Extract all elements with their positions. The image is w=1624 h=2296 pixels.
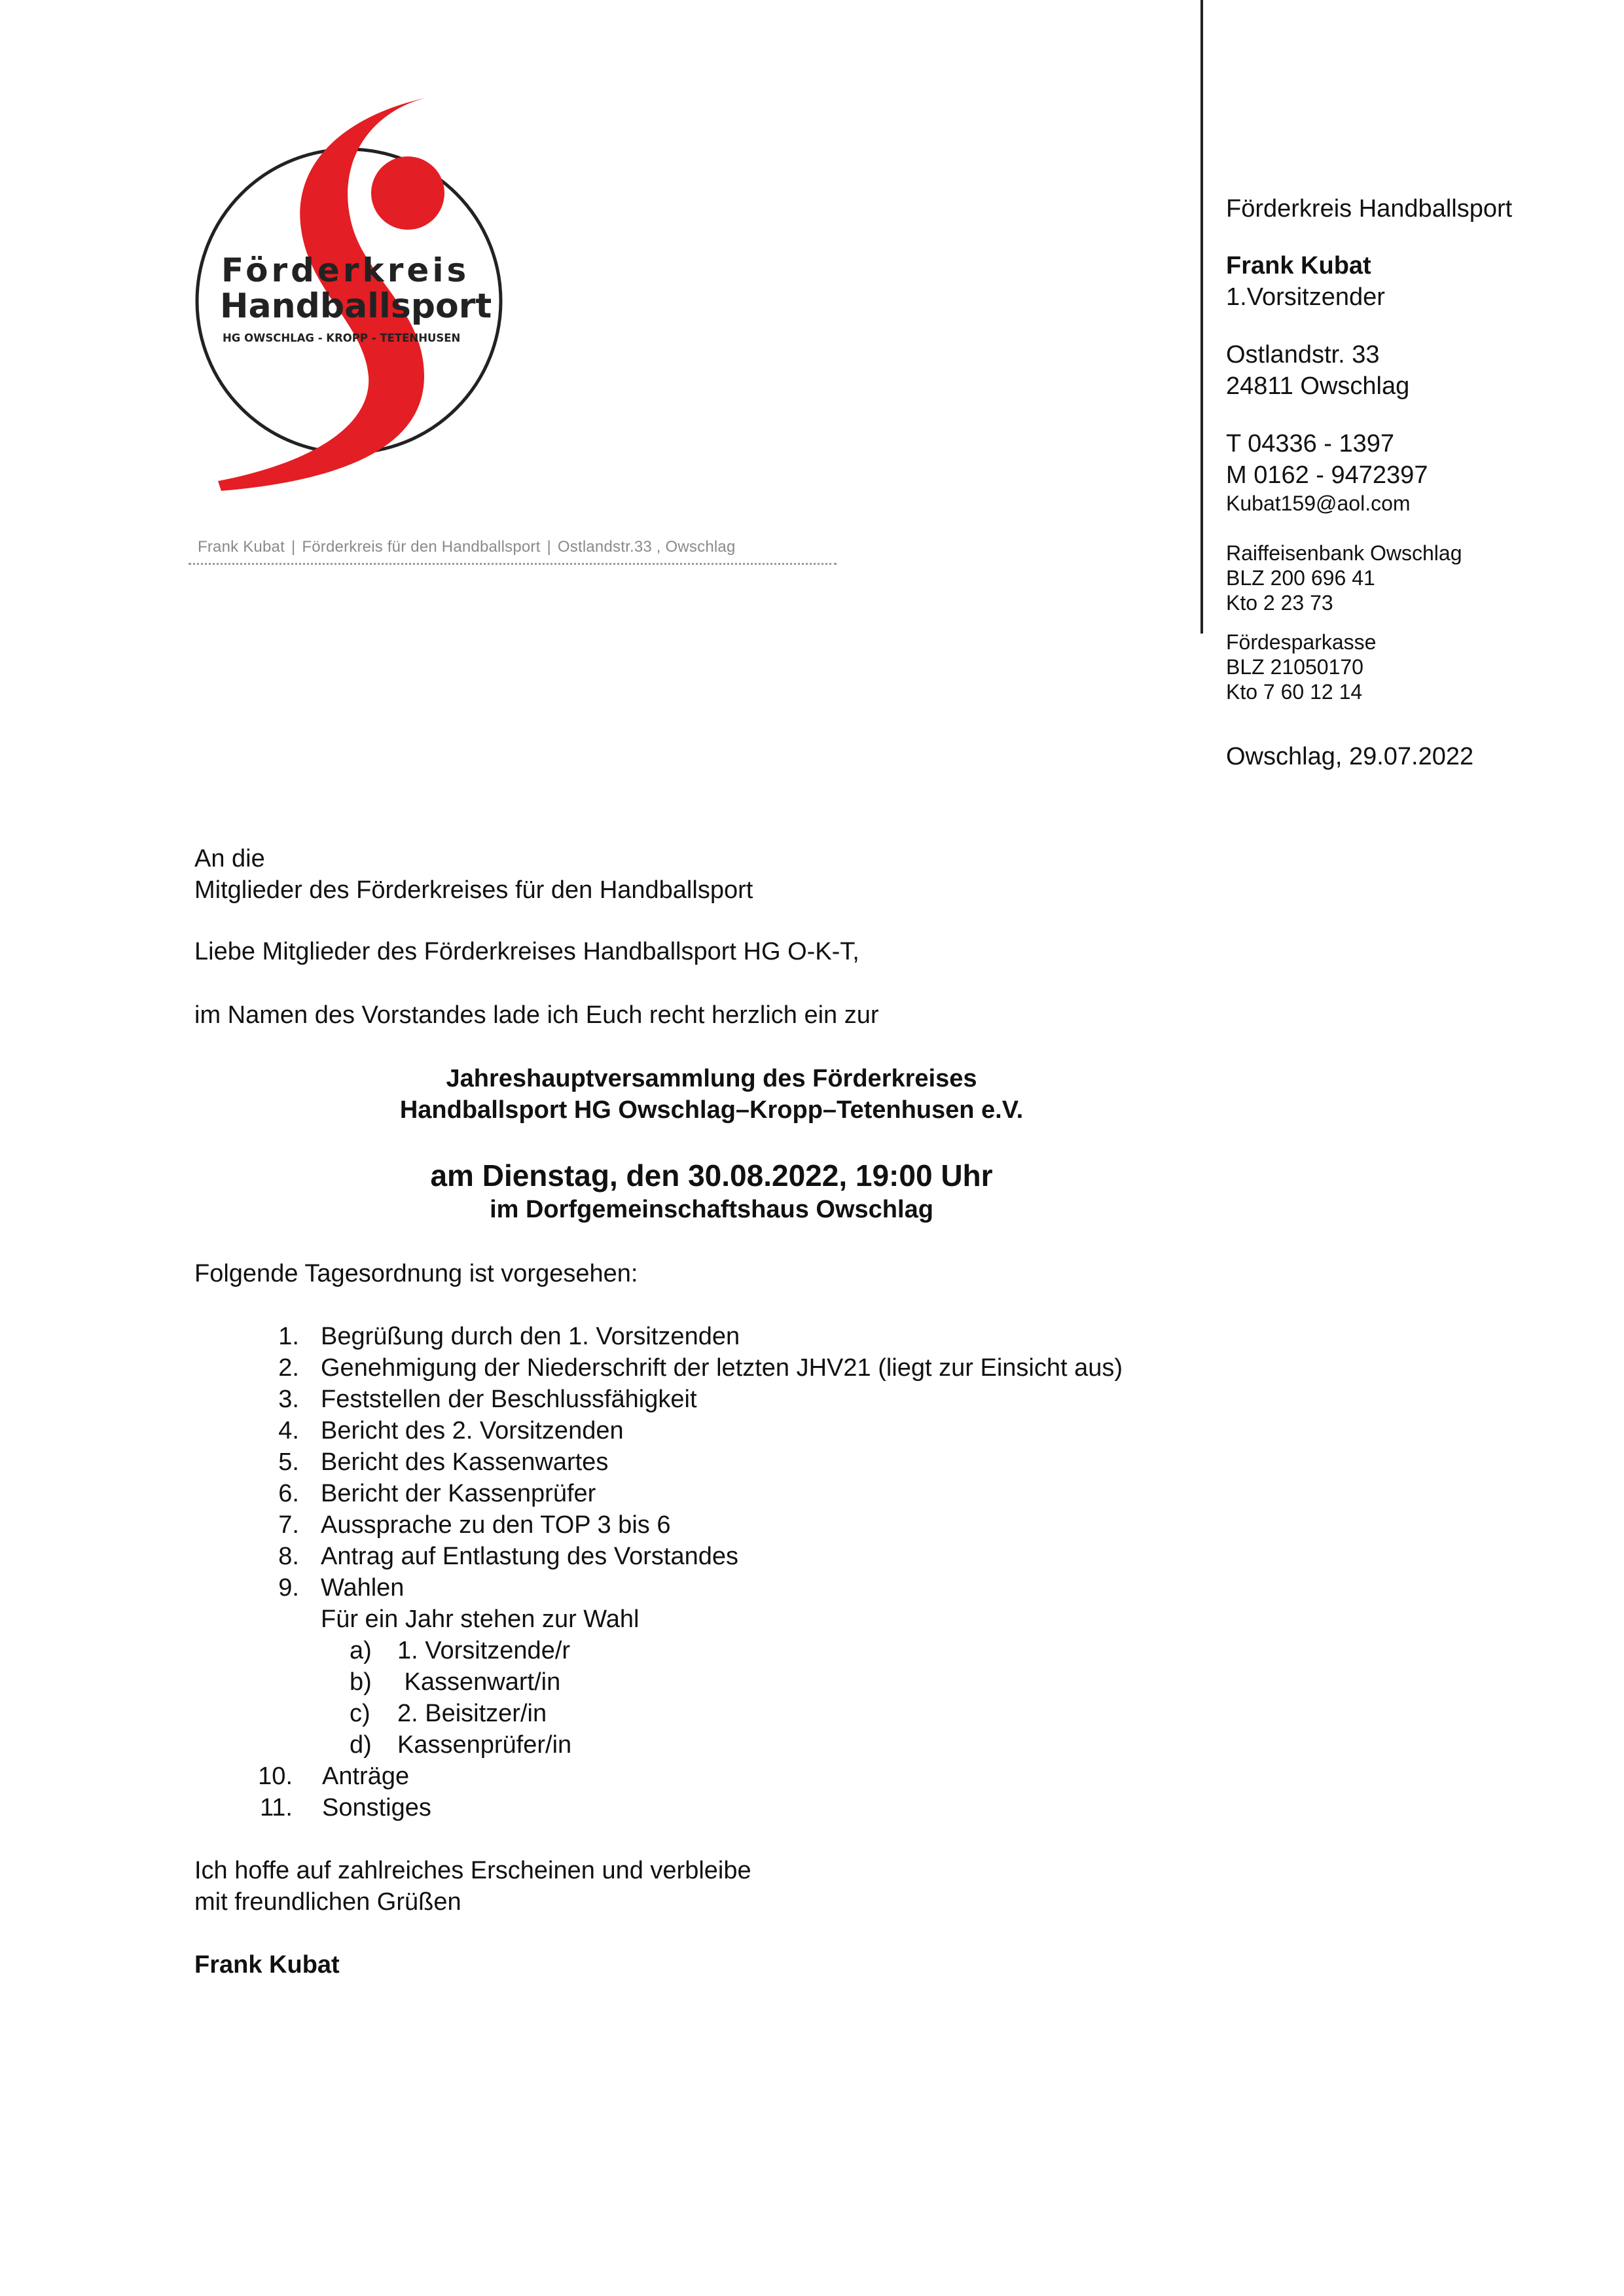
sender-address xyxy=(1226,339,1593,402)
agenda-text: Anträge xyxy=(322,1763,410,1790)
sender-role: 1.Vorsitzender xyxy=(1226,283,1385,311)
salutation: Liebe Mitglieder des Förderkreises Handballsport HG O-K-T, xyxy=(194,938,859,965)
sender-city: 24811 Owschlag xyxy=(1226,372,1410,400)
agenda-number: 5. xyxy=(278,1448,299,1476)
sender-bank-1 xyxy=(1226,541,1593,615)
event-datetime: am Dienstag, den 30.08.2022, 19:00 Uhr xyxy=(430,1158,993,1193)
agenda-number: 7. xyxy=(278,1511,299,1539)
return-address xyxy=(198,538,736,556)
agenda-text: Wahlen xyxy=(321,1574,405,1602)
agenda-number: 9. xyxy=(278,1574,299,1602)
wahlen-text: 2. Beisitzer/in xyxy=(397,1700,547,1727)
closing-line-1: Ich hoffe auf zahlreiches Erscheinen und verbleibe xyxy=(194,1857,751,1884)
sender-contact xyxy=(1226,428,1593,516)
logo-text-handballsport: Handballsport xyxy=(220,287,492,326)
sender-bank-2 xyxy=(1226,630,1593,704)
return-street: Ostlandstr.33 , Owschlag xyxy=(557,538,736,556)
wahlen-letter: a) xyxy=(350,1637,372,1664)
agenda-text: Feststellen der Beschlussfähigkeit xyxy=(321,1386,697,1413)
bank1-blz: BLZ 200 696 41 xyxy=(1226,566,1375,590)
sender-name: Frank Kubat xyxy=(1226,252,1371,279)
agenda-number: 8. xyxy=(278,1543,299,1570)
return-address-underline xyxy=(189,563,837,565)
agenda-text: Aussprache zu den TOP 3 bis 6 xyxy=(321,1511,671,1539)
recipient-line-1: An die xyxy=(194,845,265,872)
recipient-block xyxy=(194,843,753,906)
closing-block xyxy=(194,1855,751,1918)
agenda-text: Bericht des 2. Vorsitzenden xyxy=(321,1417,624,1444)
sender-block xyxy=(1226,193,1593,224)
letter-date: Owschlag, 29.07.2022 xyxy=(1226,743,1474,770)
agenda-text: Antrag auf Entlastung des Vorstandes xyxy=(321,1543,738,1570)
return-separator: | xyxy=(291,538,296,556)
sender-mobile: M 0162 - 9472397 xyxy=(1226,461,1428,489)
wahlen-letter: b) xyxy=(350,1668,372,1696)
event-location: im Dorfgemeinschaftshaus Owschlag xyxy=(490,1196,933,1223)
agenda-text: Begrüßung durch den 1. Vorsitzenden xyxy=(321,1323,740,1350)
sender-phone: T 04336 - 1397 xyxy=(1226,430,1395,457)
agenda-text: Sonstiges xyxy=(322,1794,431,1821)
agenda-text: Genehmigung der Niederschrift der letzten JHV21 (liegt zur Einsicht aus) xyxy=(321,1354,1123,1382)
agenda-number: 10. xyxy=(258,1763,293,1790)
signature-name: Frank Kubat xyxy=(194,1951,340,1979)
logo-text-foerderkreis: Förderkreis xyxy=(221,251,470,289)
sender-org: Förderkreis Handballsport xyxy=(1226,195,1513,223)
wahlen-letter: c) xyxy=(350,1700,370,1727)
wahlen-text: Kassenwart/in xyxy=(397,1668,561,1696)
sender-email: Kubat159@aol.com xyxy=(1226,492,1411,515)
agenda-number: 4. xyxy=(278,1417,299,1444)
return-org: Förderkreis für den Handballsport xyxy=(302,538,541,556)
bank2-kto: Kto 7 60 12 14 xyxy=(1226,680,1363,704)
bank1-kto: Kto 2 23 73 xyxy=(1226,591,1333,615)
agenda-number: 6. xyxy=(278,1480,299,1507)
agenda-text: Bericht der Kassenprüfer xyxy=(321,1480,596,1507)
bank2-name: Fördesparkasse xyxy=(1226,630,1377,654)
event-title-line-2: Handballsport HG Owschlag–Kropp–Tetenhusen e.V. xyxy=(399,1096,1024,1124)
foerderkreis-logo xyxy=(189,95,516,501)
bank2-blz: BLZ 21050170 xyxy=(1226,655,1363,679)
agenda-number: 11. xyxy=(259,1794,293,1821)
agenda-text: Bericht des Kassenwartes xyxy=(321,1448,609,1476)
wahlen-letter: d) xyxy=(350,1731,372,1759)
letter-date-block xyxy=(1226,741,1593,772)
logo-text-hg: HG OWSCHLAG - KROPP - TETENHUSEN xyxy=(223,332,461,344)
return-separator: | xyxy=(547,538,551,556)
closing-line-2: mit freundlichen Grüßen xyxy=(194,1888,461,1916)
agenda-intro: Folgende Tagesordnung ist vorgesehen: xyxy=(194,1260,638,1287)
header-divider-line xyxy=(1200,0,1203,634)
wahlen-note: Für ein Jahr stehen zur Wahl xyxy=(321,1605,640,1633)
wahlen-text: 1. Vorsitzende/r xyxy=(397,1637,571,1664)
intro-text: im Namen des Vorstandes lade ich Euch recht herzlich ein zur xyxy=(194,1001,879,1029)
sender-name-block xyxy=(1226,250,1593,313)
event-title-line-1: Jahreshauptversammlung des Förderkreises xyxy=(446,1065,977,1092)
return-name: Frank Kubat xyxy=(198,538,285,556)
sender-street: Ostlandstr. 33 xyxy=(1226,341,1380,368)
wahlen-text: Kassenprüfer/in xyxy=(397,1731,572,1759)
agenda-number: 3. xyxy=(278,1386,299,1413)
agenda-number: 1. xyxy=(278,1323,299,1350)
bank1-name: Raiffeisenbank Owschlag xyxy=(1226,541,1462,565)
agenda-number: 2. xyxy=(278,1354,299,1382)
recipient-line-2: Mitglieder des Förderkreises für den Handballsport xyxy=(194,876,753,904)
